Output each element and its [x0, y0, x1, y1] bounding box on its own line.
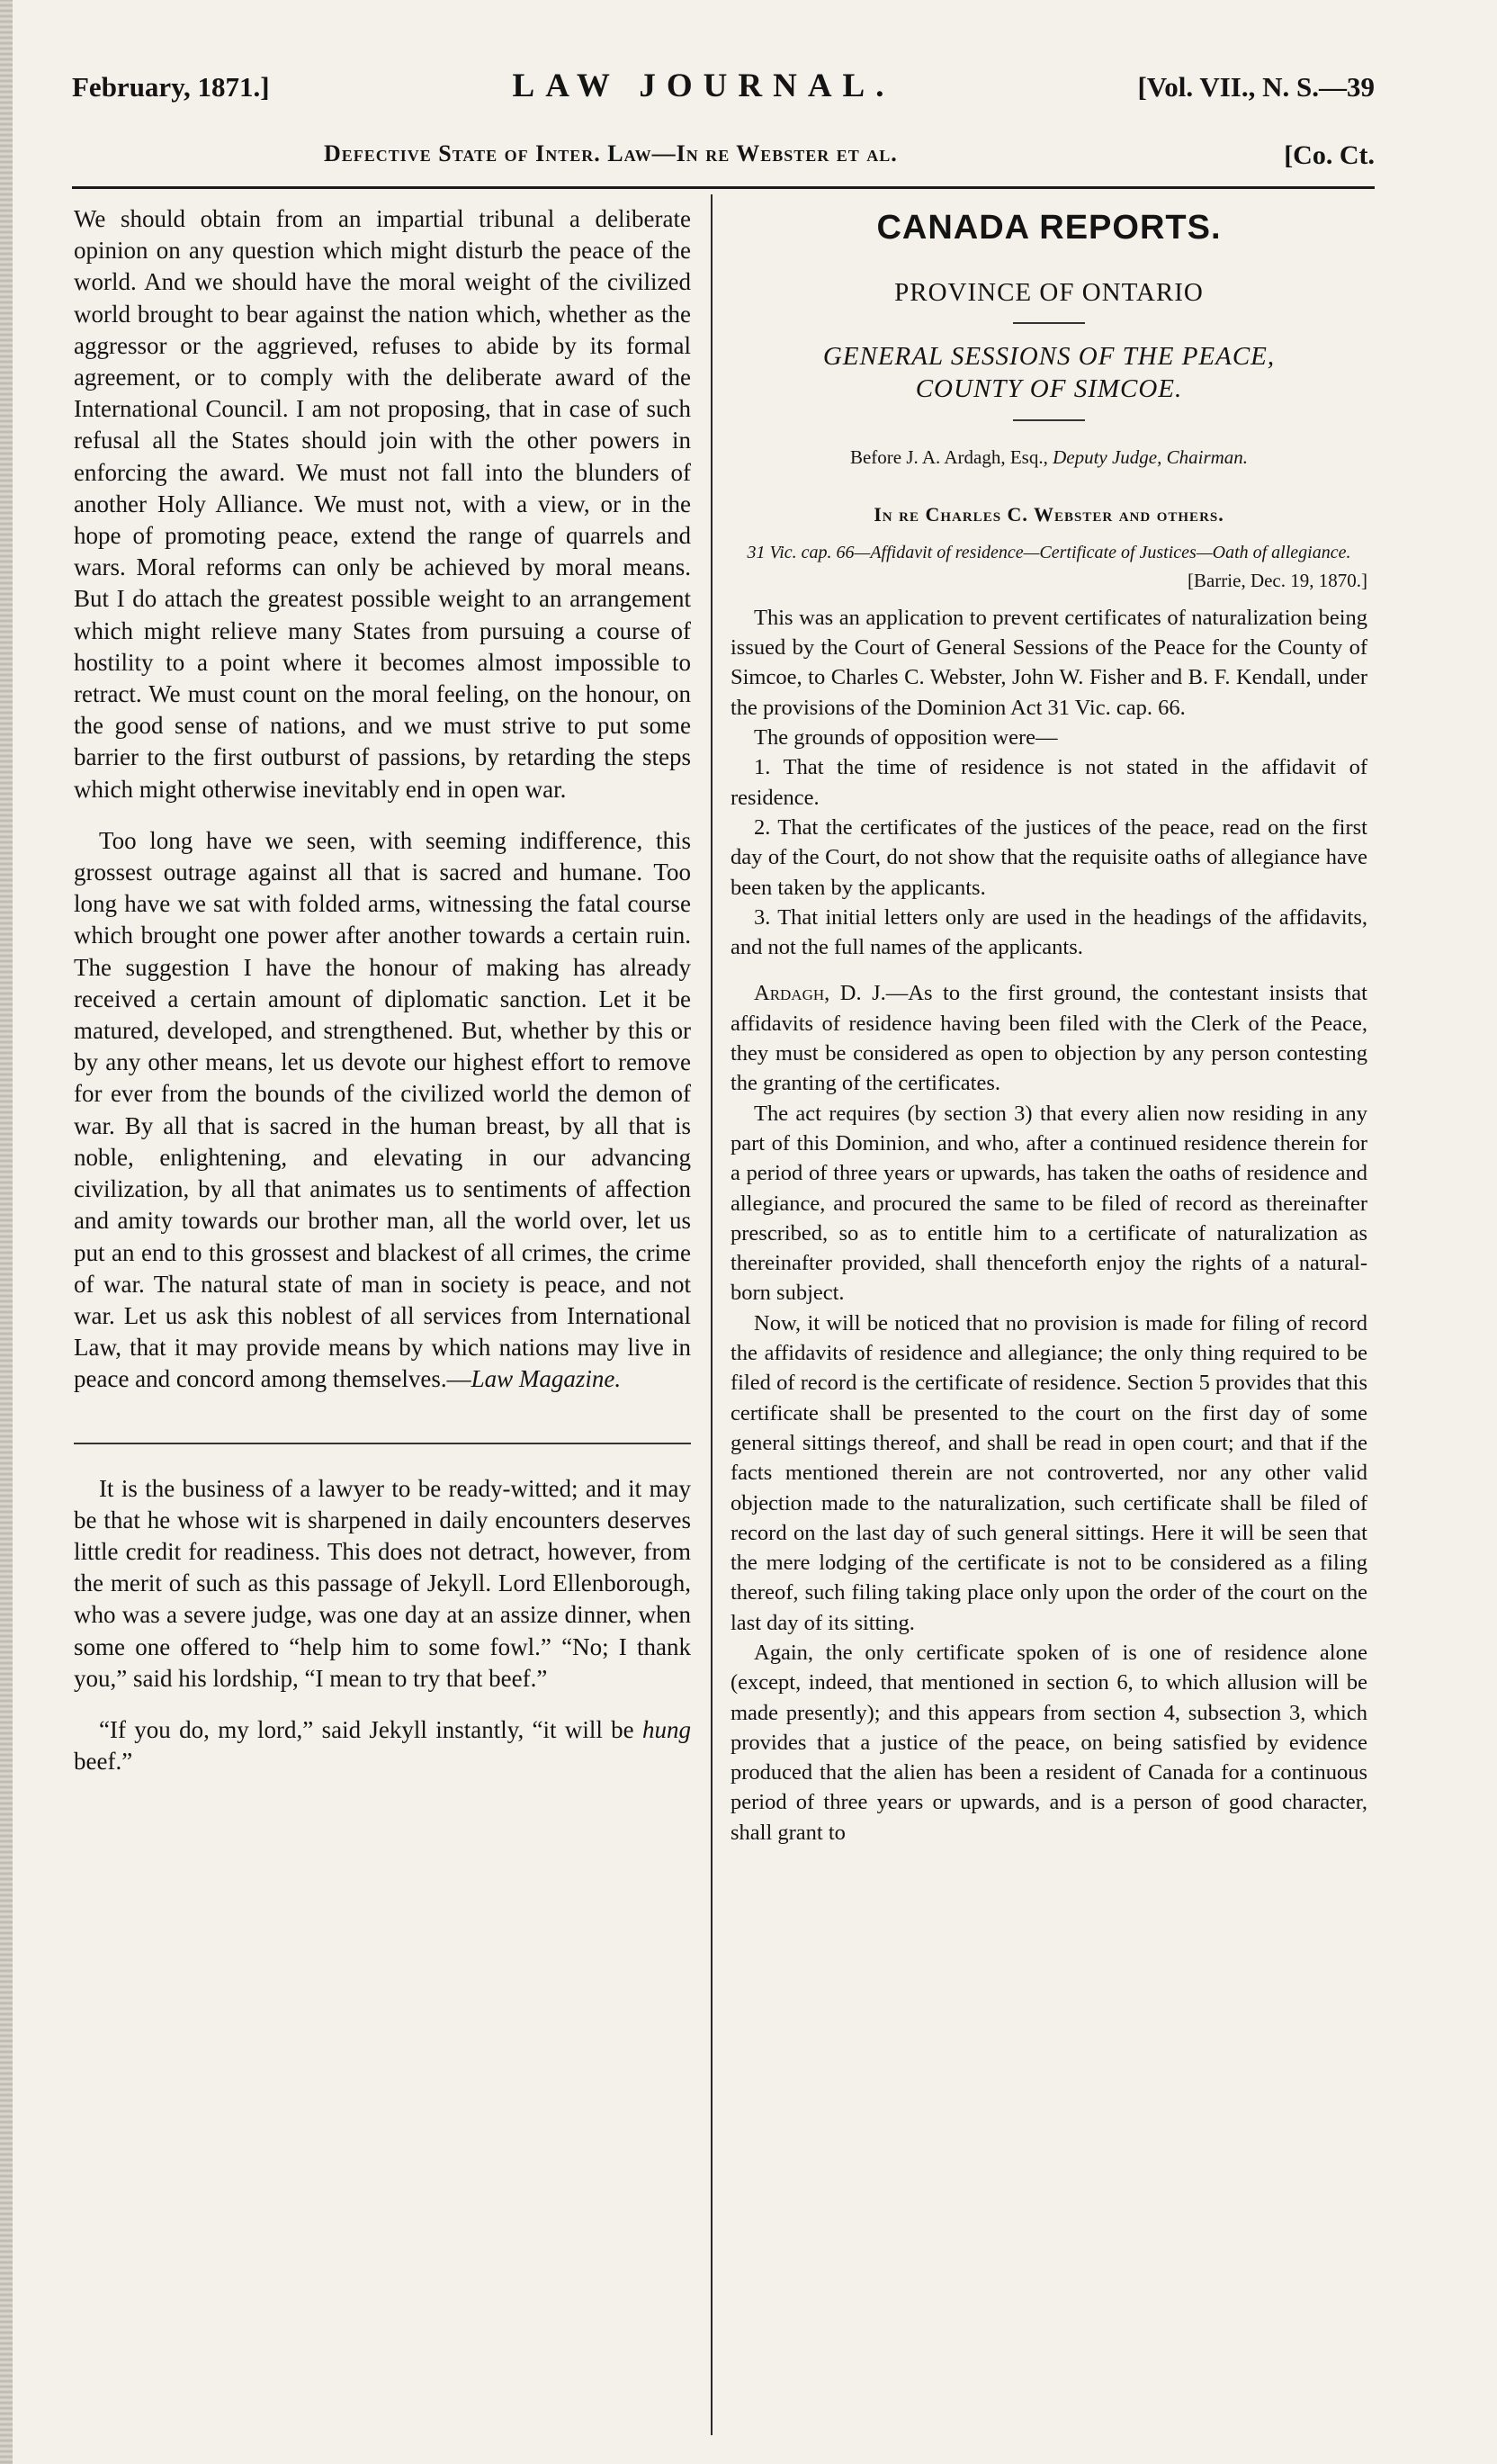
paragraph [74, 825, 691, 1396]
place-date: [Barrie, Dec. 19, 1870.] [1187, 569, 1367, 591]
scan-edge [0, 0, 13, 2464]
headnote: 31 Vic. cap. 66—Affidavit of residence—Certificate of Justices—Oath of allegiance. [747, 542, 1351, 562]
short-rule [1013, 419, 1085, 421]
header-rule [72, 186, 1375, 189]
paragraph [74, 1714, 691, 1777]
paragraph: 3. That initial letters only are used in the headings of the affidavits, and not the full names of the applicants. [731, 904, 1367, 960]
speaker: Ardagh, D. J. [754, 981, 886, 1006]
right-column [731, 203, 1367, 1848]
case-title: In re Charles C. Webster and others. [874, 503, 1224, 526]
paragraph: 2. That the certificates of the justices of the peace, read on the first day of the Court, do not show that the requisite oaths of allegiance have been taken by the applicants. [731, 814, 1367, 900]
paragraph: 1. That the time of residence is not stated in the affidavit of residence. [731, 755, 1367, 810]
paragraph-end: beef.” [74, 1748, 133, 1776]
italic-word: hung [642, 1715, 691, 1743]
running-title [72, 140, 1375, 176]
court-name-line: COUNTY OF SIMCOE. [915, 374, 1183, 403]
paragraph-text: Too long have we seen, with seeming indifference, this grossest outrage against all that is sacred and humane. Too long have we sat with folded arms, witnessing the fatal course which brought one power after another towards a certain ruin. The suggestion I have the honour of making has already received a certain amount of diplomatic sanction. Let it be matured, developed, and strengthened. But, whether by this or by any other means, let us devote our highest effort to remove for ever from the bounds of the civilized world the demon of war. By all that is sacred in the human breast, by all that is noble, enlightening, and elevating in our advancing civilization, by all that animates us to sentiments of affection and amity towards our brother man, all the world over, let us put an end to this grossest and blackest of all crimes, the crime of war. The natural state of man in society is peace, and not war. Let us ask this noblest of all services from International Law, that it may provide means by which nations may live in peace and concord among themselves.— [74, 826, 691, 1393]
paragraph: It is the business of a lawyer to be ready-witted; and it may be that he whose wit is sharpened in daily encounters deserves little credit for readiness. This does not detract, however, from the merit of such as this passage of Jekyll. Lord Ellenborough, who was a severe judge, was one day at an assize dinner, when some one offered to “help him to some fowl.” “No; I thank you,” said his lordship, “I mean to try that beef.” [74, 1474, 691, 1692]
judge-name: Before J. A. Ardagh, Esq., [849, 446, 1048, 468]
short-rule [1013, 322, 1085, 324]
court-name-line: GENERAL SESSIONS OF THE PEACE, [822, 342, 1276, 371]
header-date: February, 1871.] [72, 71, 270, 103]
paragraph: Again, the only certificate spoken of is one of residence alone (except, indeed, that mentioned in section 6, to which allusion will be made presently); and this appears from section 4, subsection 3, which provides that a justice of the peace, on being satisfied by evidence produced that the alien has been a resident of Canada for a continuous period of three years or upwards, and is a person of good character, shall grant to [731, 1640, 1367, 1845]
province-title: PROVINCE OF ONTARIO [894, 278, 1204, 307]
paragraph: The grounds of opposition were— [754, 725, 1058, 751]
judge-line [731, 443, 1367, 472]
journal-title: LAW JOURNAL. [512, 67, 895, 104]
source-citation: Law Magazine. [471, 1365, 622, 1393]
section-heading: CANADA REPORTS. [876, 209, 1222, 247]
paragraph-text: —As to the first ground, the contestant insists that affidavits of residence having been filed with the Clerk of the Peace, they must be considered as open to objection by any person contesting the granting of the certificates. [731, 981, 1367, 1096]
section-divider [74, 1443, 691, 1444]
judge-title: Deputy Judge, Chairman. [1053, 446, 1249, 468]
page-header [72, 67, 1375, 110]
paragraph [731, 978, 1367, 1098]
column-divider [711, 194, 713, 2435]
left-column [74, 203, 691, 1777]
paragraph: We should obtain from an impartial tribunal a deliberate opinion on any question which might disturb the peace of the world. And we should have the moral weight of the civilized world brought to bear against the nation which, whether as the aggressor or the aggrieved, refuses to abide by its formal agreement, or to comply with the deliberate award of the International Council. I am not proposing, that in case of such refusal all the States should join with the other powers in enforcing the award. We must not fall into the blunders of another Holy Alliance. We must not, with a view, or in the hope of promoting peace, extend the range of quarrels and wars. Moral reforms can only be achieved by moral means. But I do attach the greatest possible weight to an arrangement which might relieve many States from pursuing a course of hostility to a point where it becomes almost impossible to retract. We must count on the moral feeling, on the honour, on the good sense of nations, and we must strive to put some barrier to the first outburst of passions, by retarding the steps which might otherwise inevitably end in open war. [74, 205, 691, 803]
court-name [731, 340, 1367, 405]
paragraph: Now, it will be noticed that no provision is made for filing of record the affidavits of residence and allegiance; the only thing required to be filed of record is the certificate of residence. Section 5 provides that this certificate shall be presented to the court on the first day of some general sittings thereof, and shall be read in open court; and that if the facts mentioned therein are not controverted, nor any other valid objection made to the naturalization, such certificate shall be filed of record on the last day of such general sittings. Here it will be seen that the mere lodging of the certificate is not to be considered as a filing thereof, such filing taking place only upon the order of the court on the last day of its sitting. [731, 1310, 1367, 1635]
paragraph-text: “If you do, my lord,” said Jekyll instantly, “it will be [99, 1715, 634, 1743]
running-title-text: Defective State of Inter. Law—In re Webster et al. [324, 140, 898, 166]
volume-number: [Vol. VII., N. S.—39 [1137, 71, 1375, 103]
paragraph: This was an application to prevent certificates of naturalization being issued by the Court of General Sessions of the Peace for the County of Simcoe, to Charles C. Webster, John W. Fisher and B. F. Kendall, under the provisions of the Dominion Act 31 Vic. cap. 66. [731, 605, 1367, 720]
court-label: [Co. Ct. [1284, 140, 1375, 170]
paragraph: The act requires (by section 3) that every alien now residing in any part of this Dominion, and who, after a continued residence therein for a period of three years or upwards, has taken the oaths of residence and allegiance, and procured the same to be filed of record as thereinafter prescribed, so as to entitle him to a certificate of naturalization as thereinafter provided, shall thenceforth enjoy the rights of a natural-born subject. [731, 1101, 1367, 1306]
